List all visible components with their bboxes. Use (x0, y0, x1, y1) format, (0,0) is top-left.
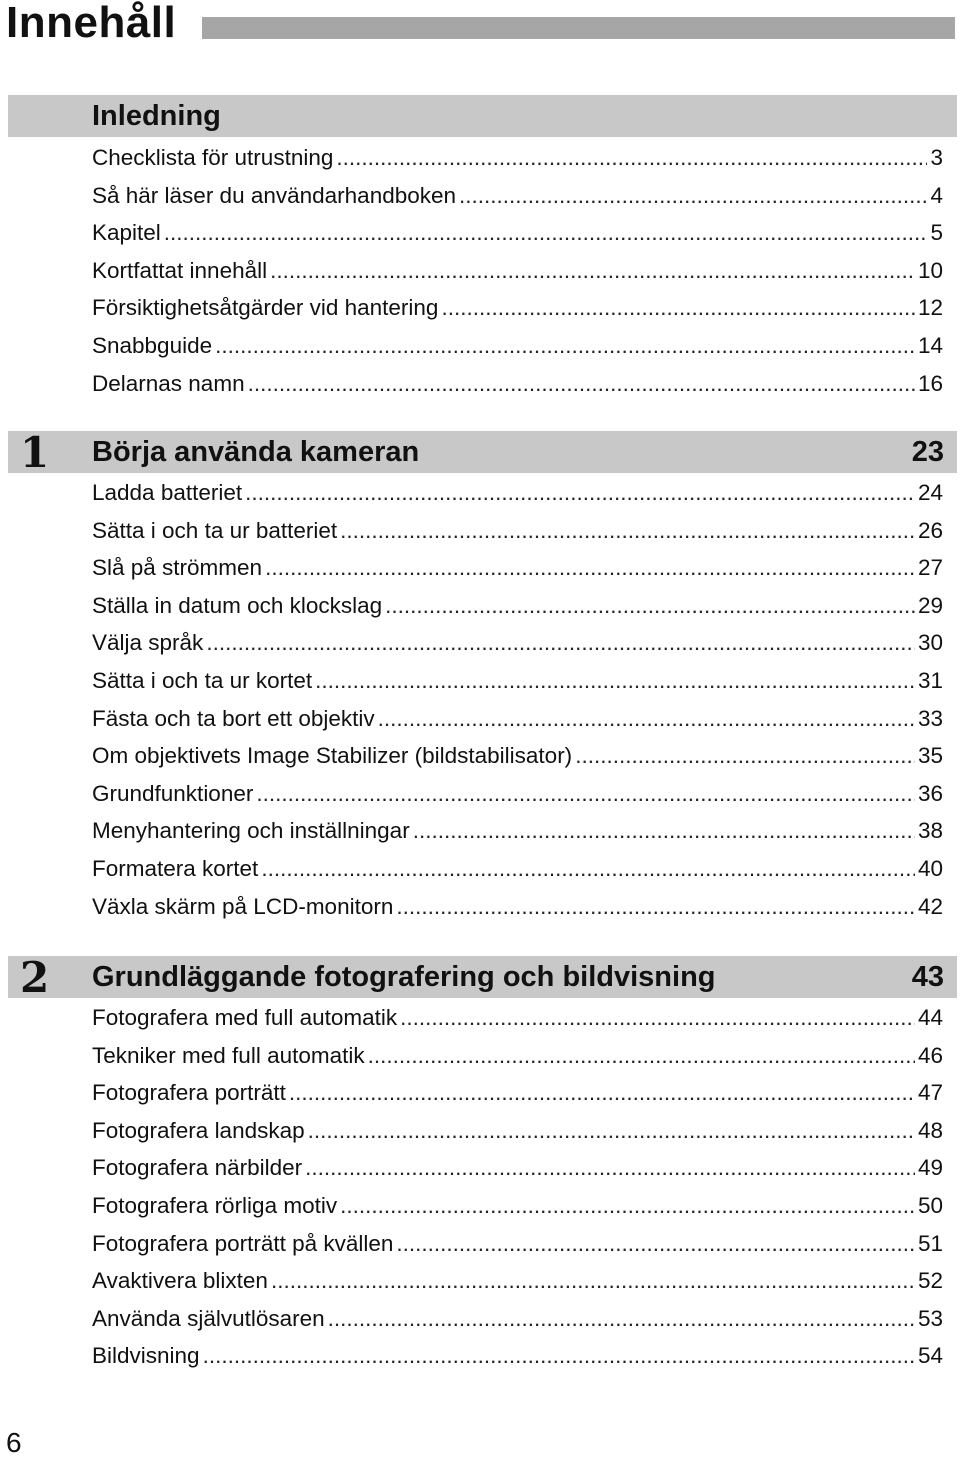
dot-leader (441, 289, 915, 327)
toc-entry-page: 24 (917, 480, 943, 505)
toc-entry-page: 27 (917, 555, 943, 581)
toc-entry-label: Kortfattat innehåll (92, 257, 268, 283)
toc-entry-page: 33 (917, 705, 943, 731)
dot-leader (248, 365, 915, 403)
toc-entry-label: Om objektivets Image Stabilizer (bildstabilisator) (92, 743, 573, 769)
toc-entry[interactable] (92, 737, 943, 775)
toc-entry-label: Kapitel (92, 220, 161, 246)
toc-entry[interactable] (92, 850, 943, 888)
toc-entry-page: 42 (917, 893, 943, 919)
toc-entry[interactable] (92, 587, 943, 625)
dot-leader (203, 1337, 915, 1375)
toc-entry-page: 46 (917, 1042, 943, 1068)
toc-entry-page: 36 (917, 780, 943, 806)
toc-entry-label: Försiktighetsåtgärder vid hantering (92, 295, 439, 321)
dot-leader (315, 662, 915, 700)
toc-entry[interactable] (92, 1037, 943, 1075)
toc-entry-label: Slå på strömmen (92, 555, 263, 581)
dot-leader (368, 1037, 915, 1075)
toc-entry-label: Fotografera med full automatik (92, 1005, 398, 1030)
toc-entry[interactable] (92, 139, 943, 177)
toc-entry-page: 29 (917, 592, 943, 618)
toc-entry-label: Delarnas namn (92, 370, 245, 396)
toc-entry[interactable] (92, 1300, 943, 1338)
dot-leader (265, 549, 915, 587)
dot-leader (245, 474, 915, 512)
dot-leader (575, 737, 915, 775)
dot-leader (256, 775, 915, 813)
toc-entry-page: 3 (930, 145, 943, 170)
toc-entry-label: Växla skärm på LCD-monitorn (92, 893, 394, 919)
toc-list-chapter-1 (92, 474, 943, 925)
toc-entry-label: Välja språk (92, 630, 204, 656)
toc-entry-label: Menyhantering och inställningar (92, 818, 410, 844)
dot-leader (459, 177, 927, 215)
dot-leader (164, 214, 928, 252)
toc-entry-label: Så här läser du användarhandboken (92, 182, 457, 208)
toc-entry-label: Grundfunktioner (92, 780, 254, 806)
toc-entry-page: 26 (917, 517, 943, 543)
dot-leader (328, 1300, 915, 1338)
toc-entry-page: 44 (917, 1005, 943, 1030)
toc-entry-page: 47 (917, 1080, 943, 1106)
toc-entry-label: Fotografera porträtt på kvällen (92, 1230, 394, 1256)
toc-entry[interactable] (92, 474, 943, 512)
toc-entry[interactable] (92, 1187, 943, 1225)
toc-entry-page: 50 (917, 1192, 943, 1218)
toc-entry-page: 48 (917, 1117, 943, 1143)
dot-leader (385, 587, 915, 625)
toc-entry[interactable] (92, 662, 943, 700)
toc-entry[interactable] (92, 888, 943, 926)
toc-entry-label: Sätta i och ta ur batteriet (92, 517, 338, 543)
toc-entry-page: 31 (917, 667, 943, 693)
toc-entry[interactable] (92, 549, 943, 587)
toc-list-intro (92, 139, 943, 402)
chapter-number: 2 (20, 953, 50, 1002)
section-page-number: 23 (911, 436, 944, 468)
dot-leader (400, 999, 915, 1037)
toc-entry-page: 12 (917, 295, 943, 321)
toc-entry-label: Avaktivera blixten (92, 1268, 268, 1294)
dot-leader (340, 512, 915, 550)
toc-entry[interactable] (92, 999, 943, 1037)
toc-entry-label: Checklista för utrustning (92, 145, 334, 170)
toc-entry-label: Fotografera närbilder (92, 1155, 303, 1181)
toc-entry[interactable] (92, 1149, 943, 1187)
toc-entry[interactable] (92, 700, 943, 738)
toc-entry-page: 49 (917, 1155, 943, 1181)
toc-entry[interactable] (92, 1262, 943, 1300)
toc-entry-label: Använda självutlösaren (92, 1305, 325, 1331)
dot-leader (336, 139, 927, 177)
title-rule-bar (202, 17, 955, 39)
toc-entry-page: 40 (917, 855, 943, 881)
toc-entry-page: 10 (917, 257, 943, 283)
dot-leader (305, 1149, 915, 1187)
toc-entry-page: 35 (917, 743, 943, 769)
dot-leader (271, 1262, 915, 1300)
toc-entry-page: 5 (930, 220, 943, 246)
toc-entry[interactable] (92, 1074, 943, 1112)
toc-entry[interactable] (92, 177, 943, 215)
dot-leader (289, 1074, 915, 1112)
toc-entry[interactable] (92, 252, 943, 290)
toc-entry-page: 53 (917, 1305, 943, 1331)
toc-entry-label: Sätta i och ta ur kortet (92, 667, 313, 693)
dot-leader (215, 327, 915, 365)
toc-entry[interactable] (92, 775, 943, 813)
toc-entry[interactable] (92, 365, 943, 403)
toc-entry[interactable] (92, 289, 943, 327)
toc-entry[interactable] (92, 1225, 943, 1263)
toc-entry-page: 4 (930, 182, 943, 208)
toc-entry[interactable] (92, 812, 943, 850)
dot-leader (206, 624, 915, 662)
page-number: 6 (6, 1427, 22, 1458)
toc-entry-page: 38 (917, 818, 943, 844)
toc-entry-page: 52 (917, 1268, 943, 1294)
toc-entry-label: Fotografera porträtt (92, 1080, 286, 1106)
dot-leader (340, 1187, 915, 1225)
toc-entry-label: Ladda batteriet (92, 480, 243, 505)
dot-leader (270, 252, 915, 290)
page-title: Innehåll (6, 0, 177, 47)
toc-entry-page: 51 (917, 1230, 943, 1256)
section-title[interactable]: Grundläggande fotografering och bildvisning (92, 961, 716, 993)
toc-entry-label: Fotografera rörliga motiv (92, 1192, 338, 1218)
dot-leader (413, 812, 915, 850)
section-title[interactable]: Börja använda kameran (92, 436, 420, 468)
toc-entry-label: Fotografera landskap (92, 1117, 305, 1143)
section-page-number: 43 (911, 961, 944, 993)
toc-entry-label: Fästa och ta bort ett objektiv (92, 705, 375, 731)
toc-entry-label: Ställa in datum och klockslag (92, 592, 383, 618)
toc-entry-page: 16 (917, 370, 943, 396)
section-title: Inledning (92, 100, 221, 132)
toc-entry-page: 14 (917, 332, 943, 358)
toc-entry[interactable] (92, 512, 943, 550)
toc-entry[interactable] (92, 1112, 943, 1150)
toc-entry[interactable] (92, 1337, 943, 1375)
chapter-number: 1 (20, 428, 50, 477)
dot-leader (261, 850, 915, 888)
toc-entry[interactable] (92, 214, 943, 252)
toc-list-chapter-2 (92, 999, 943, 1375)
dot-leader (308, 1112, 915, 1150)
toc-entry[interactable] (92, 624, 943, 662)
toc-entry-label: Bildvisning (92, 1343, 200, 1369)
dot-leader (396, 1225, 915, 1263)
toc-entry-label: Formatera kortet (92, 855, 259, 881)
toc-entry-page: 30 (917, 630, 943, 656)
dot-leader (378, 700, 915, 738)
toc-entry[interactable] (92, 327, 943, 365)
toc-entry-label: Snabbguide (92, 332, 213, 358)
toc-entry-label: Tekniker med full automatik (92, 1042, 365, 1068)
toc-entry-page: 54 (917, 1343, 943, 1369)
dot-leader (396, 888, 915, 926)
